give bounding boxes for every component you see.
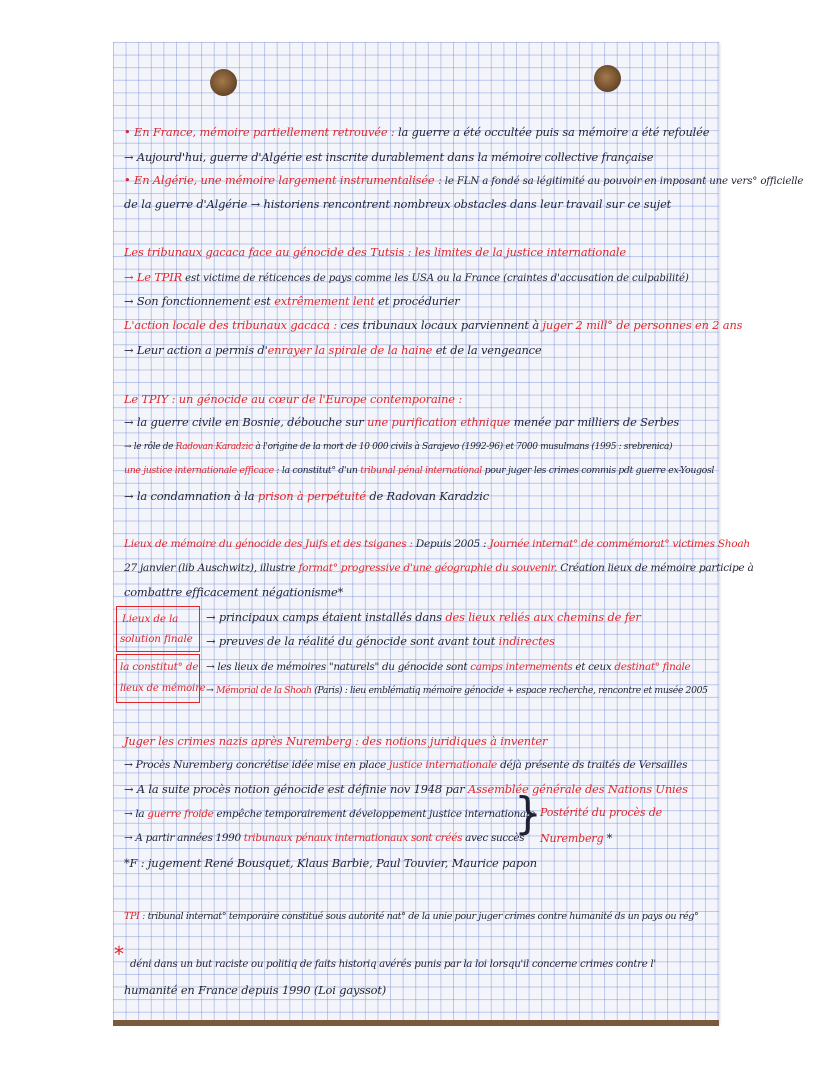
s3-l4c: de Radovan Karadzic bbox=[365, 489, 489, 503]
s6-line bbox=[124, 910, 698, 924]
s2-l1a: → Le TPIR bbox=[124, 270, 183, 284]
s7-line1: déni dans un but raciste ou politiq de faits historiq avérés punis par la loi lorsqu'il concerne crimes contre l' bbox=[130, 959, 656, 970]
s5-l1b: justice internationale bbox=[389, 759, 497, 771]
s5-line3 bbox=[124, 807, 535, 821]
s2-l3b: ces tribunaux locaux parviennent à bbox=[337, 318, 543, 332]
s5-title: Juger les crimes nazis après Nuremberg : des notions juridiques à inventer bbox=[124, 734, 548, 748]
box2-line2: lieux de mémoire bbox=[120, 683, 206, 694]
s4-bullet4 bbox=[206, 684, 708, 698]
s4-l2c: Création lieux de mémoire participe à bbox=[557, 562, 754, 574]
s4-line1 bbox=[124, 537, 750, 551]
s4-b2a: → preuves de la réalité du génocide sont avant tout bbox=[206, 634, 499, 648]
s3-l3b: la constitut° d'un bbox=[279, 465, 361, 476]
curly-brace: } bbox=[514, 788, 542, 839]
s5-l1c: déjà présente ds traités de Versailles bbox=[497, 759, 688, 771]
s5-l2b: Assemblée générale des Nations Unies bbox=[468, 782, 688, 796]
s4-b1b: des lieux reliés aux chemins de fer bbox=[445, 610, 641, 624]
s2-title: Les tribunaux gacaca face au génocide des Tutsis : les limites de la justice internationale bbox=[124, 245, 626, 259]
s4-l2a: 27 janvier (lib Auschwitz), illustre bbox=[124, 562, 299, 574]
s6-def: tribunal internat° temporaire constitué sous autorité nat° de la unie pour juger crimes contre humanité ds un pays ou rég° bbox=[144, 911, 699, 922]
s3-l3d: pour juger les crimes commis pdt guerre ex-Yougosl bbox=[481, 465, 715, 476]
s2-line1 bbox=[124, 270, 689, 286]
s3-l3a: une justice internationale efficace : bbox=[124, 465, 280, 476]
s5-l4a: → A partir années 1990 bbox=[124, 832, 244, 844]
s5-side2-text: Nuremberg bbox=[540, 832, 604, 845]
s1-l1a: • En France, mémoire partiellement retrouvée : bbox=[124, 125, 395, 139]
s2-line4 bbox=[124, 343, 541, 357]
s1-l1b: la guerre a été occultée puis sa mémoire a été refoulée bbox=[394, 125, 710, 139]
s5-l3b: guerre froide bbox=[147, 808, 214, 820]
s4-bullet3 bbox=[206, 660, 690, 674]
s4-bullet2 bbox=[206, 634, 555, 648]
s1-line1 bbox=[124, 125, 709, 139]
s4-b4c: (Paris) : lieu emblématiq mémoire génocide + espace recherche, rencontre et musée 2005 bbox=[311, 685, 708, 696]
s4-b1a: → principaux camps étaient installés dans bbox=[206, 610, 446, 624]
s2-line2 bbox=[124, 294, 460, 308]
s4-b3a: → les lieux de mémoires "naturels" du génocide sont bbox=[206, 661, 471, 673]
s5-side1: Postérité du procès de bbox=[540, 806, 662, 819]
s5-side2 bbox=[540, 832, 612, 846]
s4-b4a: → bbox=[206, 685, 216, 696]
s1-l3b: le FLN a fondé sa légitimité au pouvoir en imposant une vers° officielle bbox=[441, 176, 804, 187]
s3-l2c: à l'origine de la mort de 10 000 civils à Sarajevo (1992-96) et 7000 musulmans (1995 : srebrenica) bbox=[252, 442, 673, 452]
box1-line2: solution finale bbox=[120, 633, 193, 645]
s1-line4 bbox=[124, 197, 671, 211]
s2-l3c: juger 2 mill° de personnes en 2 ans bbox=[542, 318, 743, 332]
s5-line1 bbox=[124, 758, 687, 772]
s3-l4a: → la condamnation à la bbox=[124, 489, 258, 503]
s3-l1b: une purification ethnique bbox=[367, 415, 511, 429]
binder-hole-left bbox=[210, 69, 237, 96]
binder-hole-right bbox=[594, 65, 621, 92]
box1-line1: Lieux de la bbox=[122, 613, 179, 625]
s3-title: Le TPIY : un génocide au cœur de l'Europe contemporaine : bbox=[124, 392, 463, 406]
s5-l4b: tribunaux pénaux internationaux sont créés bbox=[243, 832, 463, 844]
s5-l1a: → Procès Nuremberg concrétise idée mise en place bbox=[124, 759, 390, 771]
s3-l1a: → la guerre civile en Bosnie, débouche sur bbox=[124, 415, 368, 429]
s4-b4b: Mémorial de la Shoah bbox=[215, 685, 312, 696]
box2-line1: la constitut° de bbox=[120, 661, 199, 673]
s2-l2c: et procédurier bbox=[374, 294, 460, 308]
s3-line4 bbox=[124, 489, 489, 503]
s7-line2: humanité en France depuis 1990 (Loi gayssot) bbox=[124, 983, 387, 997]
s2-l2b: extrêmement lent bbox=[274, 294, 375, 308]
s4-b3c: et ceux bbox=[572, 661, 615, 673]
s1-l3a: • En Algérie, une mémoire largement instrumentalisée : bbox=[124, 173, 442, 187]
s2-l2a: → Son fonctionnement est bbox=[124, 294, 275, 308]
s3-line2 bbox=[124, 440, 672, 454]
s4-line2 bbox=[124, 561, 754, 575]
s3-line3 bbox=[124, 464, 714, 478]
s4-b3d: destinat° finale bbox=[614, 661, 691, 673]
s4-bullet1 bbox=[206, 610, 641, 624]
s5-footnote: *F : jugement René Bousquet, Klaus Barbie, Paul Touvier, Maurice papon bbox=[124, 856, 537, 870]
s1-line3 bbox=[124, 173, 803, 189]
s2-line3 bbox=[124, 318, 742, 332]
s1-line2 bbox=[124, 150, 653, 164]
s5-l2a: → A la suite procès notion génocide est définie nov 1948 par bbox=[124, 782, 469, 796]
s3-l3c: tribunal pénal international bbox=[360, 465, 482, 476]
s3-l2b: Radovan Karadzic bbox=[175, 442, 253, 452]
s2-l4c: et de la vengeance bbox=[432, 343, 542, 357]
s5-side2-star: * bbox=[603, 832, 613, 845]
s1-l2a: → Aujourd'hui, guerre d'Algérie est inscrite durablement dans la mémoire collective française bbox=[124, 150, 654, 164]
s4-l2b: format° progressive d'une géographie du souvenir. bbox=[298, 562, 558, 574]
s1-l4: de la guerre d'Algérie → historiens rencontrent nombreux obstacles dans leur travail sur ce sujet bbox=[124, 197, 672, 211]
s3-l2a: → le rôle de bbox=[124, 442, 176, 452]
s5-line2 bbox=[124, 782, 688, 796]
s4-line3: combattre efficacement négationisme* bbox=[124, 585, 344, 599]
s6-tpi: TPI : bbox=[124, 911, 145, 922]
sheet-shadow-edge bbox=[113, 1020, 719, 1026]
s4-l1b: Depuis 2005 : bbox=[412, 538, 490, 550]
s2-l3a: L'action locale des tribunaux gacaca : bbox=[124, 318, 338, 332]
s4-b2b: indirectes bbox=[498, 634, 555, 648]
s5-line4 bbox=[124, 831, 524, 845]
s4-l1c: Journée internat° de commémorat° victimes Shoah bbox=[489, 538, 750, 550]
s5-l3a: → la bbox=[124, 808, 148, 820]
s4-b3b: camps internements bbox=[470, 661, 573, 673]
s2-l4a: → Leur action a permis d' bbox=[124, 343, 268, 357]
s3-l4b: prison à perpétuité bbox=[257, 489, 366, 503]
s2-l4b: enrayer la spirale de la haine bbox=[267, 343, 433, 357]
s3-line1 bbox=[124, 415, 679, 429]
s5-l3c: empêche temporairement développement justice internationale bbox=[213, 808, 535, 820]
s4-title: Lieux de mémoire du génocide des Juifs et des tsiganes : bbox=[124, 538, 413, 550]
s3-l1c: menée par milliers de Serbes bbox=[510, 415, 680, 429]
s2-l1b: est victime de réticences de pays comme les USA ou la France (craintes d'accusation de culpabilité) bbox=[182, 273, 689, 284]
s5-l4c: avec succès bbox=[462, 832, 525, 844]
asterisk-mark: * bbox=[114, 942, 124, 966]
notebook-sheet bbox=[113, 42, 719, 1024]
